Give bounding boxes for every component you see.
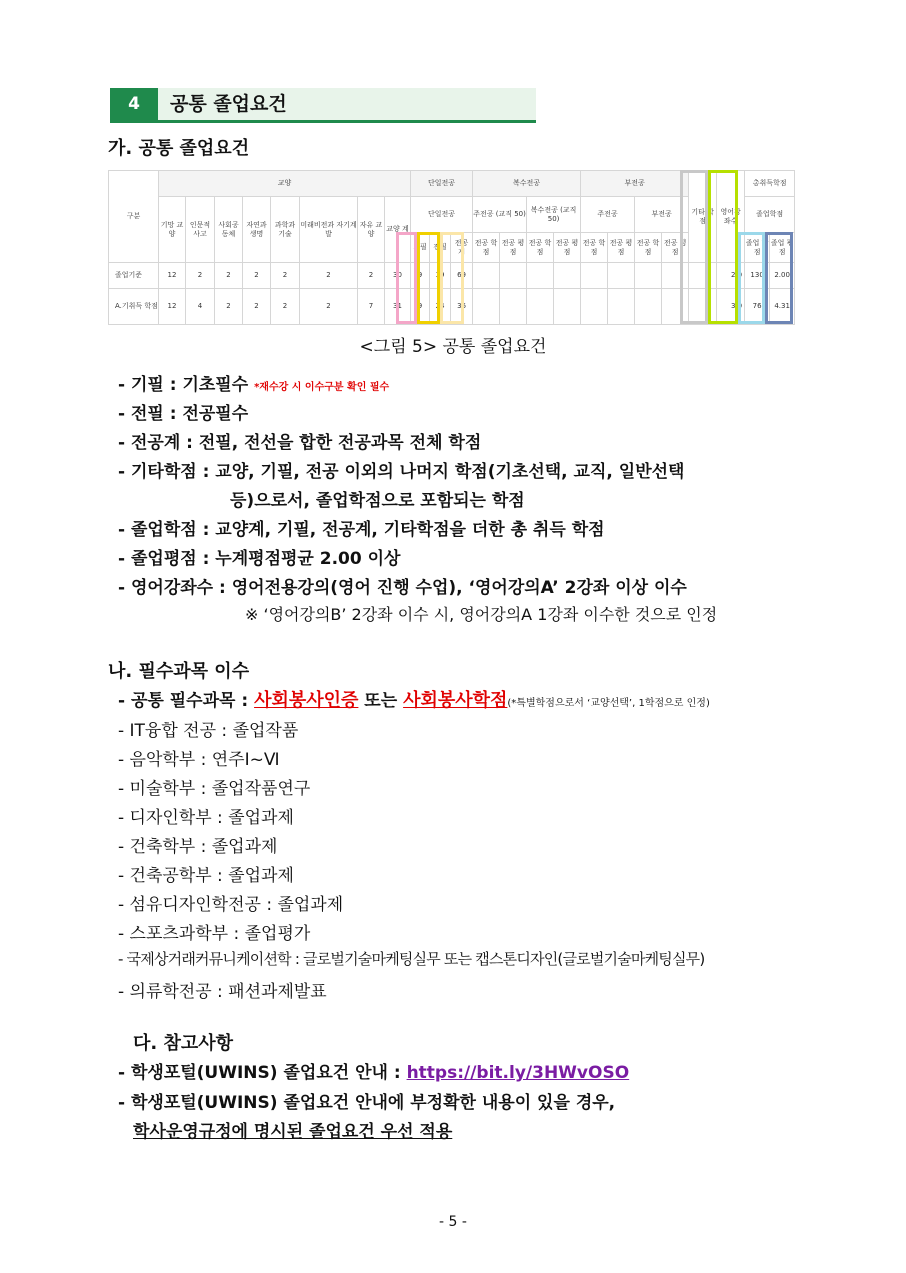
cell: 2.0 <box>717 263 745 289</box>
def-item: - 영어강좌수 : 영어전용강의(영어 진행 수업), ‘영어강의A’ 2강좌 이상 이수 <box>118 578 687 598</box>
col-gy-8: 교양 계 <box>385 197 411 263</box>
col-pair: 전공 학점 <box>527 233 554 263</box>
cell: 2 <box>300 263 358 289</box>
page-number: - 5 - <box>439 1214 467 1230</box>
graduation-requirements-table <box>108 170 794 324</box>
sub-bu-ju: 주전공 <box>581 197 635 233</box>
highlight-cyan <box>738 232 765 324</box>
def-item: - 졸업평점 : 누계평점평균 2.00 이상 <box>118 549 401 569</box>
col-total-1: 졸업 학점 <box>745 233 770 263</box>
list-item: - 스포츠과학부 : 졸업평가 <box>118 924 311 944</box>
figure-caption: <그림 5> 공통 졸업요건 <box>359 337 547 357</box>
common-prefix: - 공통 필수과목 : <box>118 691 255 711</box>
cell: 4.31 <box>770 289 795 325</box>
group-total: 총취득학점 <box>745 171 795 197</box>
col-gy-6: 미래비전과 자기계발 <box>300 197 358 263</box>
cell: 76 <box>745 289 770 325</box>
sub-bu: 부전공 <box>635 197 689 233</box>
highlight-light-yellow <box>440 232 464 324</box>
col-pair: 전공 학점 <box>635 233 662 263</box>
group-eng: 영어강 좌수 <box>717 171 745 263</box>
cell: 12 <box>159 289 186 325</box>
sub-grad: 졸업학점 <box>745 197 795 233</box>
list-item: - 섬유디자인학전공 : 졸업과제 <box>118 895 344 915</box>
cell: 2 <box>243 289 271 325</box>
cell: 2 <box>243 263 271 289</box>
list-item: - 국제상거래커뮤니케이션학 : 글로벌기술마케팅실무 또는 캡스톤디자인(글로벌기술마케팅실무) <box>118 950 705 968</box>
sub-jujeon: 주전공 (교직 50) <box>473 197 527 233</box>
corner-header: 구분 <box>109 171 159 263</box>
col-danil-1: 기필 <box>411 233 430 263</box>
def-item: - 전필 : 전공필수 <box>118 404 249 424</box>
def-item-continued: 등)으로서, 졸업학점으로 포함되는 학점 <box>230 491 525 511</box>
subsection-b-title: 나. 필수과목 이수 <box>108 661 250 682</box>
option-volunteer-credit: 사회봉사학점 <box>403 690 508 711</box>
col-danil-2: 전필 <box>430 233 451 263</box>
list-item: - 의류학전공 : 패션과제발표 <box>118 982 327 1002</box>
cell: 130 <box>745 263 770 289</box>
col-gy-4: 자연과 생명 <box>243 197 271 263</box>
col-gy-3: 사회공 동체 <box>215 197 243 263</box>
cell: 2 <box>300 289 358 325</box>
row-label: A.기취득 학점 <box>109 289 159 325</box>
col-gy-7: 자유 교양 <box>358 197 385 263</box>
common-note: (*특별학점으로서 ‘교양선택’, 1학점으로 인정) <box>507 698 710 709</box>
cell: 7 <box>358 289 385 325</box>
cell: 2 <box>186 263 215 289</box>
def-remark: ※ ‘영어강의B’ 2강좌 이수 시, 영어강의A 1강좌 이수한 것으로 인정 <box>245 605 718 624</box>
col-gy-5: 과학과 기술 <box>271 197 300 263</box>
col-pair: 전공 학점 <box>581 233 608 263</box>
def-note: *재수강 시 이수구분 확인 필수 <box>254 382 390 393</box>
or-text: 또는 <box>358 691 404 711</box>
sub-boksu: 복수전공 (교직 50) <box>527 197 581 233</box>
col-pair: 전공 평점 <box>662 233 689 263</box>
cell: 24 <box>430 289 451 325</box>
group-boksu: 복수전공 <box>473 171 581 197</box>
highlight-pink <box>396 232 417 324</box>
option-volunteer-cert: 사회봉사인증 <box>254 690 359 711</box>
reference-line: - 학생포털(UWINS) 졸업요건 안내에 부정확한 내용이 있을 경우, <box>118 1093 616 1113</box>
cell: 2 <box>215 263 243 289</box>
cell: 2 <box>358 263 385 289</box>
group-danil: 단일전공 <box>411 171 473 197</box>
def-item <box>118 370 389 395</box>
cell: 36 <box>451 289 473 325</box>
cell: 9 <box>411 289 430 325</box>
list-item: - 음악학부 : 연주Ⅰ~Ⅵ <box>118 750 280 770</box>
group-gyoyang: 교양 <box>159 171 411 197</box>
cell: 3.0 <box>717 289 745 325</box>
section-title: 공통 졸업요건 <box>170 93 287 115</box>
cell: 31 <box>385 289 411 325</box>
cell: 2.00 <box>770 263 795 289</box>
col-pair: 전공 평점 <box>554 233 581 263</box>
reference-line <box>118 1058 629 1083</box>
reference-line-underlined: 학사운영규정에 명시된 졸업요건 우선 적용 <box>133 1122 453 1142</box>
list-item: - 건축공학부 : 졸업과제 <box>118 866 294 886</box>
row-label: 졸업기준 <box>109 263 159 289</box>
cell: 2 <box>215 289 243 325</box>
uwins-link[interactable]: https://bit.ly/3HWvOSO <box>406 1063 630 1083</box>
cell: 2 <box>271 289 300 325</box>
list-item: - 건축학부 : 졸업과제 <box>118 837 278 857</box>
cell: 30 <box>385 263 411 289</box>
col-danil-3: 전공 계 <box>451 233 473 263</box>
list-item: - 디자인학부 : 졸업과제 <box>118 808 294 828</box>
col-gy-1: 기망 교양 <box>159 197 186 263</box>
common-required <box>118 686 710 712</box>
sub-danil: 단일전공 <box>411 197 473 233</box>
subsection-c-title: 다. 참고사항 <box>133 1033 234 1054</box>
cell: 9 <box>411 263 430 289</box>
def-item: - 졸업학점 : 교양계, 기필, 전공계, 기타학점을 더한 총 취득 학점 <box>118 520 605 540</box>
cell: 4 <box>186 289 215 325</box>
group-gita: 기타 학점 <box>689 171 717 263</box>
col-pair: 전공 평점 <box>500 233 527 263</box>
list-item: - 미술학부 : 졸업작품연구 <box>118 779 311 799</box>
cell: 39 <box>430 263 451 289</box>
group-bu: 부전공 <box>581 171 689 197</box>
reference-prefix: - 학생포털(UWINS) 졸업요건 안내 : <box>118 1063 407 1083</box>
col-pair: 전공 평점 <box>608 233 635 263</box>
def-item: - 기타학점 : 교양, 기필, 전공 이외의 나머지 학점(기초선택, 교직, 일반선택 <box>118 462 685 482</box>
def-text: - 기필 : 기초필수 <box>118 375 249 395</box>
cell: 69 <box>451 263 473 289</box>
subsection-a-title: 가. 공통 졸업요건 <box>108 138 250 159</box>
col-pair: 전공 학점 <box>473 233 500 263</box>
highlight-gray <box>680 170 708 324</box>
highlight-blue <box>765 232 793 324</box>
col-gy-2: 인문적 사고 <box>186 197 215 263</box>
cell: 12 <box>159 263 186 289</box>
section-number: 4 <box>110 88 158 120</box>
highlight-green <box>708 170 738 324</box>
col-total-2: 졸업 평점 <box>770 233 795 263</box>
list-item: - IT융합 전공 : 졸업작품 <box>118 721 299 741</box>
cell: 2 <box>271 263 300 289</box>
highlight-yellow <box>417 232 440 324</box>
def-item: - 전공계 : 전필, 전선을 합한 전공과목 전체 학점 <box>118 433 482 453</box>
